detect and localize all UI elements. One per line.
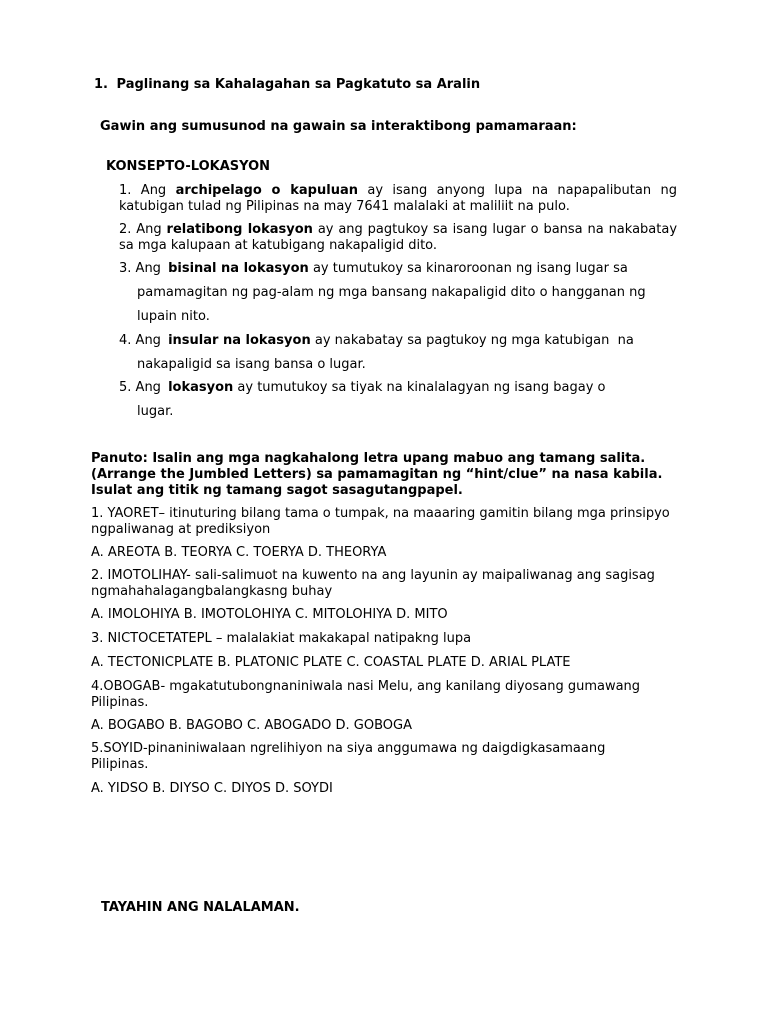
choices-3: A. TECTONICPLATE B. PLATONIC PLATE C. COASTAL PLATE D. ARIAL PLATE — [91, 655, 571, 670]
section-heading — [94, 77, 480, 93]
concept-line: 4. Ang insular na lokasyon ay nakabatay sa pagtukoy ng mga katubigan na — [119, 333, 634, 348]
panuto-instructions: Panuto: Isalin ang mga nagkahalong letra upang mabuo ang tamang salita. (Arrange the Jumbled Letters) sa pamamagitan ng “hint/clue” na nasa kabila. Isulat ang titik ng tamang sagot sasagutangpapel. — [91, 451, 663, 498]
question-5: 5.SOYID-pinaniniwalaan ngrelihiyon na siya anggumawa ng daigdigkasamaang Pilipinas. — [91, 741, 606, 772]
footer-title: TAYAHIN ANG NALALAMAN. — [101, 900, 300, 915]
concept-line: lupain nito. — [137, 309, 210, 324]
concept-term: relatibong lokasyon — [166, 222, 313, 237]
question-1: 1. YAORET– itinuturing bilang tama o tumpak, na maaaring gamitin bilang mga prinsipyo ngpaliwanag at prediksiyon — [91, 506, 670, 537]
choices-4: A. BOGABO B. BAGOBO C. ABOGADO D. GOBOGA — [91, 718, 412, 733]
concept-line: nakapaligid sa isang bansa o lugar. — [137, 357, 366, 372]
concept-term: archipelago o kapuluan — [175, 183, 358, 198]
concept-line: 3. Ang bisinal na lokasyon ay tumutukoy sa kinaroroonan ng isang lugar sa — [119, 261, 628, 276]
concept-title: KONSEPTO-LOKASYON — [106, 159, 270, 174]
concept-term: lokasyon — [168, 380, 234, 395]
concept-item-3 — [119, 261, 684, 325]
choices-5: A. YIDSO B. DIYSO C. DIYOS D. SOYDI — [91, 781, 333, 796]
concept-item-4 — [119, 333, 684, 373]
section-title: Paglinang sa Kahalagahan sa Pagkatuto sa Aralin — [116, 77, 481, 92]
concept-line: pamamagitan ng pag-alam ng mga bansang nakapaligid dito o hangganan ng — [137, 285, 646, 300]
question-2: 2. IMOTOLIHAY- sali-salimuot na kuwento na ang layunin ay maipaliwanag ang sagisag ngmahahalagangbalangkasng buhay — [91, 568, 655, 599]
concept-term: bisinal na lokasyon — [168, 261, 309, 276]
choices-1: A. AREOTA B. TEORYA C. TOERYA D. THEORYA — [91, 545, 387, 560]
concept-item-2: 2. Ang relatibong lokasyon ay ang pagtukoy sa isang lugar o bansa na nakabatay sa mga kalupaan at katubigang nakapaligid dito. — [119, 222, 678, 253]
concept-line: 5. Ang lokasyon ay tumutukoy sa tiyak na kinalalagyan ng isang bagay o — [119, 380, 606, 395]
instruction: Gawin ang sumusunod na gawain sa interaktibong pamamaraan: — [100, 119, 577, 134]
choices-2: A. IMOLOHIYA B. IMOTOLOHIYA C. MITOLOHIYA D. MITO — [91, 607, 448, 622]
concept-line: lugar. — [137, 404, 174, 419]
section-number: 1. — [94, 77, 108, 92]
question-3: 3. NICTOCETATEPL – malalakiat makakapal natipakng lupa — [91, 631, 472, 646]
concept-item-5 — [119, 380, 684, 420]
concept-term: insular na lokasyon — [168, 333, 311, 348]
concept-item-1: 1. Ang archipelago o kapuluan ay isang anyong lupa na napapalibutan ng katubigan tulad ng Pilipinas na may 7641 malalaki at maliliit na pulo. — [119, 183, 677, 214]
question-4: 4.OBOGAB- mgakatutubongnaniniwala nasi Melu, ang kanilang diyosang gumawang Pilipinas. — [91, 679, 641, 710]
